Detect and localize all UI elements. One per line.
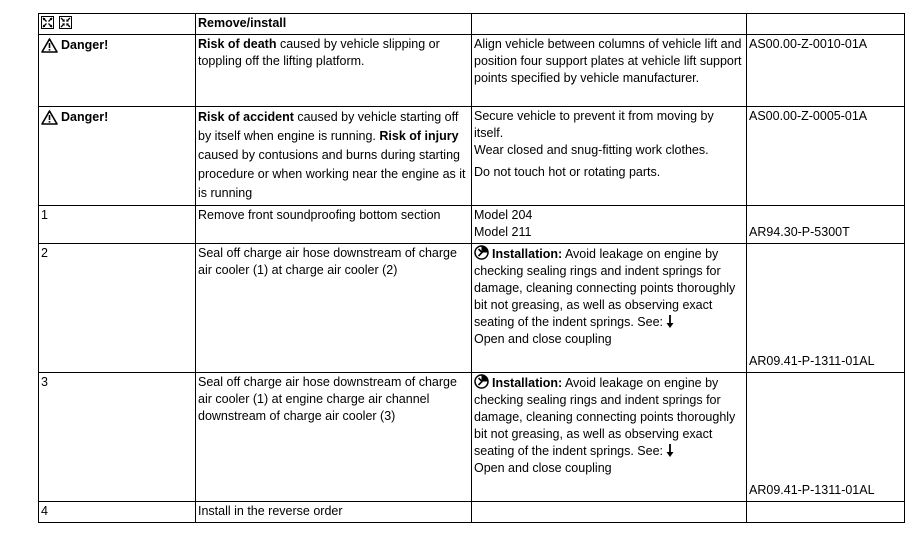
warning-triangle-icon	[41, 110, 58, 125]
arrow-down-icon	[665, 315, 675, 328]
install-icon	[59, 16, 72, 29]
danger-cell-2	[39, 107, 196, 206]
header-row	[39, 14, 905, 35]
risk-text-1: Risk of death caused by vehicle slipping or toppling off the lifting platform.	[196, 35, 472, 107]
arrow-down-icon	[665, 444, 675, 457]
risk-text-2: Risk of accident caused by vehicle starting off by itself when engine is running. Risk of injury caused by contusions and burns during starting procedure or when working near the engine as it is running	[196, 107, 472, 206]
coupling-link[interactable]: Open and close coupling	[474, 461, 612, 475]
coupling-link[interactable]: Open and close coupling	[474, 332, 612, 346]
step-row-1	[39, 206, 905, 244]
reference-3[interactable]: AR94.30-P-5300T	[747, 206, 905, 244]
installation-note: Installation: Avoid leakage on engine by checking sealing rings and indent springs for damage, cleaning connecting points thoroughly bit not greasing, as well as observing exact seating of the indent springs. See: Open and close coupling	[472, 373, 747, 502]
action-text-1: Align vehicle between columns of vehicle lift and position four support plates at vehicle lift support points specified by vehicle manufacturer.	[472, 35, 747, 107]
procedure-table	[38, 13, 905, 523]
step-number: 1	[39, 206, 196, 244]
step-text: Seal off charge air hose downstream of charge air cooler (1) at charge air cooler (2)	[196, 244, 472, 373]
action-text-2: Secure vehicle to prevent it from moving by itself. Wear closed and snug-fitting work clothes. Do not touch hot or rotating parts.	[472, 107, 747, 206]
step-text: Seal off charge air hose downstream of charge air cooler (1) at engine charge air channel downstream of charge air cooler (3)	[196, 373, 472, 502]
step-number: 2	[39, 244, 196, 373]
reference-1[interactable]: AS00.00-Z-0010-01A	[747, 35, 905, 107]
header-icons-cell	[39, 14, 196, 35]
warning-triangle-icon	[41, 38, 58, 53]
step-text: Remove front soundproofing bottom section	[196, 206, 472, 244]
reference-2[interactable]: AS00.00-Z-0005-01A	[747, 107, 905, 206]
step-row-3	[39, 373, 905, 502]
danger-row-1	[39, 35, 905, 107]
reference-5[interactable]: AR09.41-P-1311-01AL	[747, 373, 905, 502]
header-empty-3	[472, 14, 747, 35]
remove-icon	[41, 16, 54, 29]
header-title: Remove/install	[196, 14, 472, 35]
empty-cell	[472, 502, 747, 523]
step-number: 3	[39, 373, 196, 502]
header-empty-4	[747, 14, 905, 35]
step-number: 4	[39, 502, 196, 523]
danger-row-2	[39, 107, 905, 206]
installation-note: Installation: Avoid leakage on engine by checking sealing rings and indent springs for damage, cleaning connecting points thoroughly bit not greasing, as well as observing exact seating of the indent springs. See: Open and close coupling	[472, 244, 747, 373]
danger-label: Danger!	[61, 110, 109, 124]
reference-4[interactable]: AR09.41-P-1311-01AL	[747, 244, 905, 373]
danger-cell-1	[39, 35, 196, 107]
model-list: Model 204 Model 211	[472, 206, 747, 244]
empty-cell	[747, 502, 905, 523]
step-row-2	[39, 244, 905, 373]
step-text: Install in the reverse order	[196, 502, 472, 523]
installation-icon	[474, 374, 489, 389]
installation-icon	[474, 245, 489, 260]
step-row-4	[39, 502, 905, 523]
danger-label: Danger!	[61, 38, 109, 52]
